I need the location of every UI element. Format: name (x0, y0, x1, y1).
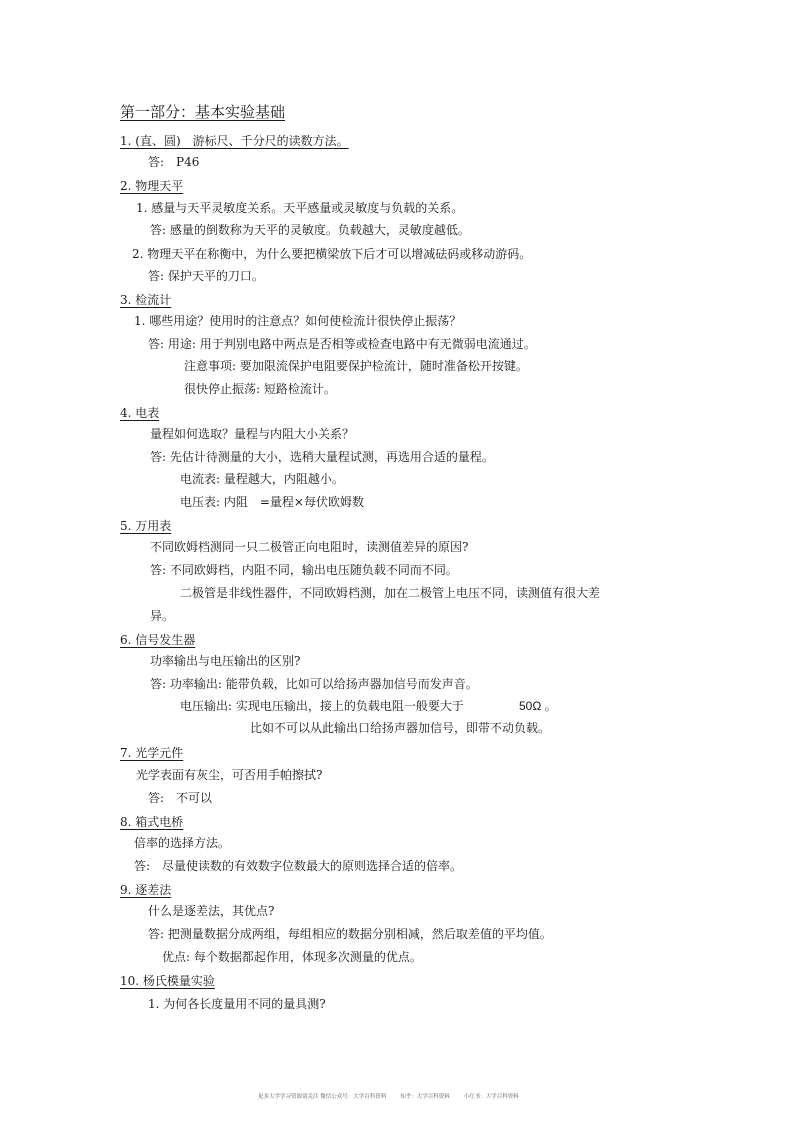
section-5-answer-3: 异。 (150, 609, 175, 623)
section-3-answer-1: 答: 用途: 用于判别电路中两点是否相等或检查电路中有无微弱电流通过。 (148, 337, 536, 351)
section-2-answer-1: 答: 感量的倒数称为天平的灵敏度。负载越大，灵敏度越低。 (150, 223, 470, 237)
section-6-heading: 6. 信号发生器 (120, 633, 196, 647)
section-5-answer-1: 答: 不同欧姆档，内阻不同，输出电压随负载不同而不同。 (150, 563, 458, 577)
section-5-answer-2: 二极管是非线性器件，不同欧姆档测，加在二极管上电压不同，读测值有很大差 (180, 586, 601, 600)
section-7-answer-1: 答: 不可以 (148, 791, 213, 805)
section-4-question-1: 量程如何选取？量程与内阻大小关系？ (150, 427, 355, 441)
section-8-answer-1: 答: 尽量使读数的有效数字位数最大的原则选择合适的倍率。 (134, 859, 463, 873)
section-3-answer-3: 很快停止振荡: 短路检流计。 (184, 382, 336, 396)
section-2-question-2: 2. 物理天平在称衡中，为什么要把横梁放下后才可以增减砝码或移动游码。 (132, 247, 532, 261)
section-9-answer-1: 答: 把测量数据分成两组，每组相应的数据分别相减，然后取差值的平均值。 (148, 927, 552, 941)
section-2-heading: 2. 物理天平 (120, 179, 184, 193)
section-10-heading: 10. 杨氏模量实验 (120, 974, 215, 988)
section-1-heading: 1. (直、圆) 游标尺、千分尺的读数方法。 (120, 134, 349, 148)
section-6-question-1: 功率输出与电压输出的区别? (150, 654, 301, 668)
footer-wechat: 更多大学学习资源请关注 微信公众号：大学百科资料 (258, 1094, 387, 1100)
section-10-question-1: 1. 为何各长度量用不同的量具测? (148, 997, 326, 1011)
page-title: 第一部分：基本实验基础 (120, 103, 286, 121)
section-9-question-1: 什么是逐差法，其优点? (148, 904, 275, 918)
section-4-answer-1: 答: 先估计待测量的大小，选稍大量程试测，再选用合适的量程。 (150, 450, 494, 464)
section-6-answer-2-value: 50Ω 。 (519, 699, 557, 713)
section-7-heading: 7. 光学元件 (120, 746, 184, 760)
section-2-question-1: 1. 感量与天平灵敏度关系。天平感量或灵敏度与负载的关系。 (136, 201, 464, 215)
section-8-question-1: 倍率的选择方法。 (134, 836, 231, 850)
section-1-answer: 答: P46 (148, 155, 200, 169)
section-3-question-1: 1. 哪些用途？使用时的注意点？如何使检流计很快停止振荡？ (134, 314, 462, 328)
section-6-answer-3: 比如不可以从此输出口给扬声器加信号，即带不动负载。 (250, 721, 551, 735)
section-4-answer-3: 电压表: 内阻 =量程×每伏欧姆数 (180, 495, 364, 509)
section-3-heading: 3. 检流计 (120, 293, 172, 307)
footer-xiaohongshu: 小红书：大学百科资料 (463, 1094, 519, 1100)
footer-promo (258, 1093, 519, 1101)
footer-zhihu: 知乎：大学百科资料 (400, 1094, 450, 1100)
section-3-answer-2: 注意事项: 要加限流保护电阻要保护检流计，随时准备松开按键。 (184, 359, 528, 373)
section-4-heading: 4. 电表 (120, 406, 160, 420)
section-9-heading: 9. 逐差法 (120, 883, 172, 897)
section-2-answer-2: 答: 保护天平的刀口。 (148, 269, 264, 283)
section-9-answer-2: 优点: 每个数据都起作用，体现多次测量的优点。 (162, 950, 422, 964)
section-8-heading: 8. 箱式电桥 (120, 815, 184, 829)
section-5-question-1: 不同欧姆档测同一只二极管正向电阻时，读测值差异的原因? (150, 540, 469, 554)
section-5-heading: 5. 万用表 (120, 519, 172, 533)
section-6-answer-1: 答: 功率输出: 能带负载，比如可以给扬声器加信号而发声音。 (150, 677, 478, 691)
section-6-answer-2: 电压输出: 实现电压输出，接上的负载电阻一般要大于 (180, 699, 464, 713)
section-7-question-1: 光学表面有灰尘，可否用手帕擦拭? (136, 768, 323, 782)
section-4-answer-2: 电流表: 量程越大，内阻越小。 (180, 472, 344, 486)
